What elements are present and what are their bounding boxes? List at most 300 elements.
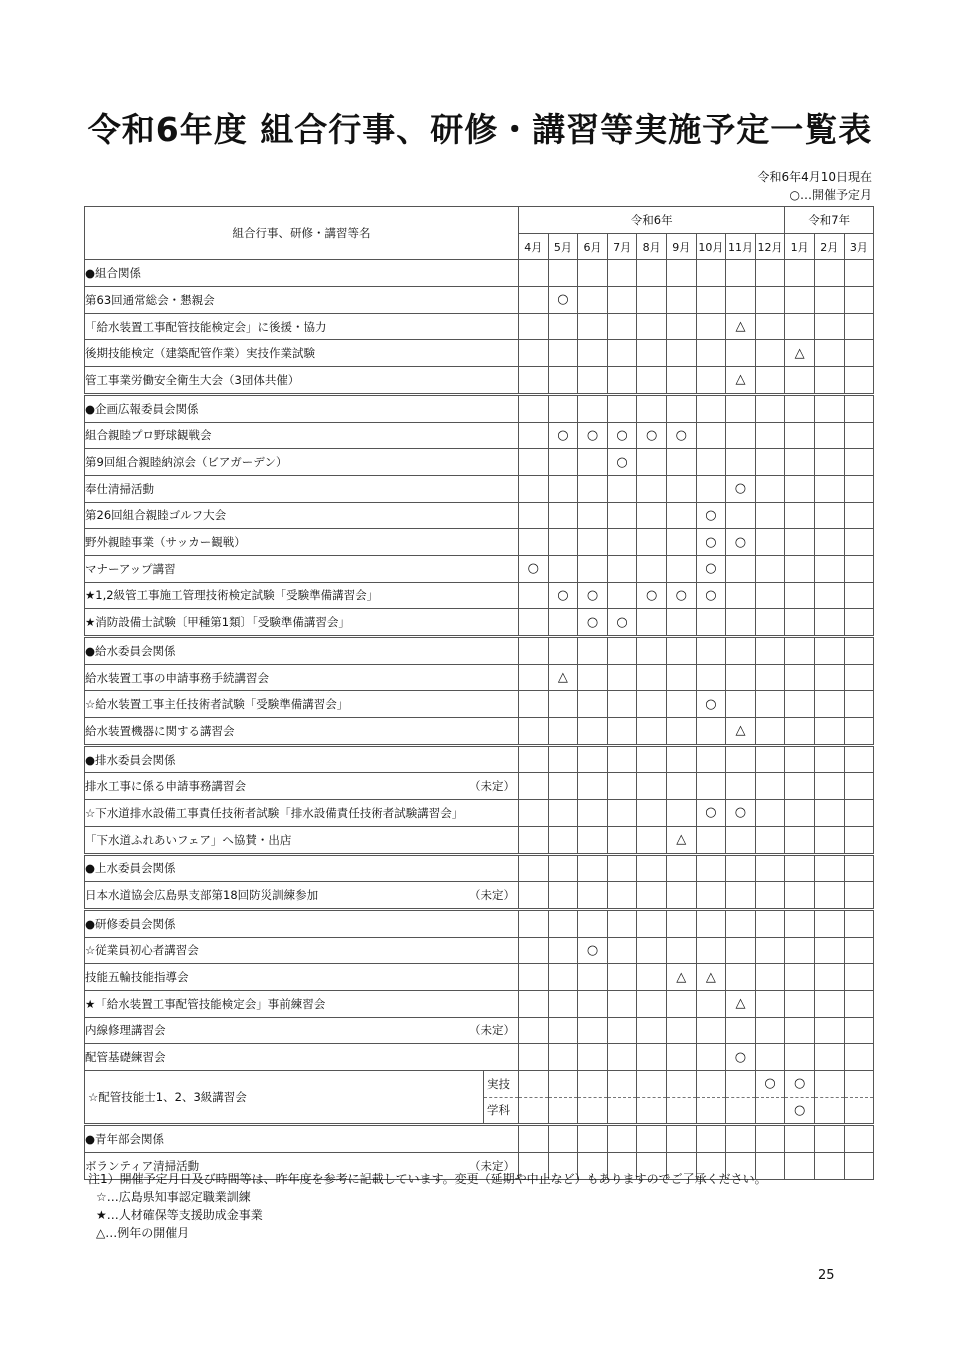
month-cell	[666, 449, 696, 476]
month-cell	[607, 1017, 637, 1044]
table-row	[85, 340, 874, 367]
month-cell	[755, 964, 785, 991]
event-name-cell	[85, 1017, 519, 1044]
month-cell	[696, 287, 726, 314]
table-row	[85, 287, 874, 314]
month-cell	[785, 854, 815, 882]
month-cell	[755, 449, 785, 476]
month-cell	[696, 1044, 726, 1071]
month-cell	[726, 745, 756, 773]
month-cell	[637, 1017, 667, 1044]
table-row	[85, 609, 874, 637]
footnotes	[88, 1170, 767, 1242]
month-cell	[814, 394, 844, 422]
month-cell	[548, 529, 578, 556]
month-cell: △	[696, 964, 726, 991]
event-name-cell	[85, 287, 519, 314]
month-cell	[637, 313, 667, 340]
month-cell	[578, 800, 608, 827]
event-name-cell	[85, 529, 519, 556]
table-row	[85, 1017, 874, 1044]
month-cell	[607, 1125, 637, 1153]
month-cell	[844, 502, 874, 529]
month-cell	[666, 475, 696, 502]
month-cell	[666, 340, 696, 367]
month-cell	[696, 773, 726, 800]
month-cell	[548, 313, 578, 340]
schedule-table	[84, 206, 874, 1180]
month-cell	[637, 990, 667, 1017]
month-cell	[519, 1044, 549, 1071]
month-cell	[726, 287, 756, 314]
month-cell	[726, 637, 756, 665]
month-cell	[726, 555, 756, 582]
month-cell	[637, 529, 667, 556]
schedule-body	[85, 260, 874, 1179]
month-cell	[519, 287, 549, 314]
month-cell: ○	[578, 582, 608, 609]
event-name: 配管基礎練習会	[85, 1050, 166, 1065]
as-of-date: 令和6年4月10日現在	[757, 170, 872, 184]
month-cell	[844, 1044, 874, 1071]
event-name: 第26回組合親睦ゴルフ大会	[85, 508, 227, 523]
event-name: 給水装置工事の申請事務手続講習会	[85, 670, 269, 685]
event-name-cell	[85, 502, 519, 529]
month-cell: ○	[696, 582, 726, 609]
month-cell: ○	[548, 287, 578, 314]
month-cell	[814, 1017, 844, 1044]
month-cell	[785, 664, 815, 691]
month-cell	[814, 691, 844, 718]
month-cell	[844, 582, 874, 609]
month-cell	[637, 854, 667, 882]
month-cell	[666, 394, 696, 422]
event-name-cell	[85, 882, 519, 910]
month-cell: △	[548, 664, 578, 691]
month-cell	[814, 964, 844, 991]
month-cell	[637, 800, 667, 827]
month-cell	[755, 937, 785, 964]
month-cell: ○	[578, 609, 608, 637]
month-cell	[696, 449, 726, 476]
month-cell	[726, 502, 756, 529]
table-row	[85, 990, 874, 1017]
month-cell	[519, 990, 549, 1017]
month-cell	[548, 394, 578, 422]
month-cell	[637, 882, 667, 910]
month-cell	[548, 990, 578, 1017]
month-cell	[785, 800, 815, 827]
month-cell: ○	[607, 449, 637, 476]
month-cell	[785, 449, 815, 476]
category-row	[85, 854, 874, 882]
month-cell	[785, 502, 815, 529]
month-cell	[519, 475, 549, 502]
month-cell	[696, 367, 726, 395]
page-number: 25	[818, 1268, 835, 1283]
month-cell	[548, 449, 578, 476]
month-cell	[666, 260, 696, 287]
month-cell	[607, 745, 637, 773]
month-cell	[578, 1125, 608, 1153]
month-cell	[519, 718, 549, 746]
month-cell	[726, 422, 756, 449]
month-cell	[755, 582, 785, 609]
event-name: ☆配管技能士1、2、3級講習会	[88, 1090, 247, 1105]
table-row	[85, 1044, 874, 1071]
month-cell	[785, 555, 815, 582]
month-cell	[637, 937, 667, 964]
month-cell	[844, 287, 874, 314]
month-cell	[755, 394, 785, 422]
month-cell	[814, 475, 844, 502]
month-cell	[755, 555, 785, 582]
header-year-r7: 令和7年	[785, 207, 874, 234]
event-name-cell	[85, 449, 519, 476]
month-cell	[755, 1125, 785, 1153]
month-cell	[814, 664, 844, 691]
month-cell	[844, 826, 874, 854]
month-cell	[519, 422, 549, 449]
month-cell	[785, 691, 815, 718]
month-cell	[607, 502, 637, 529]
month-cell	[548, 909, 578, 937]
month-cell	[578, 745, 608, 773]
month-cell	[726, 854, 756, 882]
month-cell	[696, 1071, 726, 1098]
month-cell	[548, 854, 578, 882]
month-cell	[637, 1125, 667, 1153]
category-label: ●給水委員会関係	[85, 637, 519, 665]
month-cell	[844, 773, 874, 800]
month-cell: ○	[666, 422, 696, 449]
month-header: 6月	[578, 233, 608, 260]
month-cell	[814, 826, 844, 854]
month-cell: △	[726, 367, 756, 395]
sub-label-theory: 学科	[487, 1103, 510, 1118]
month-cell	[548, 691, 578, 718]
month-cell	[785, 882, 815, 910]
month-cell	[755, 664, 785, 691]
month-cell	[844, 745, 874, 773]
category-label: ●排水委員会関係	[85, 745, 519, 773]
month-cell	[578, 367, 608, 395]
month-cell	[666, 313, 696, 340]
month-cell: ○	[548, 422, 578, 449]
category-row	[85, 260, 874, 287]
month-cell	[696, 882, 726, 910]
month-cell	[844, 882, 874, 910]
month-cell	[696, 745, 726, 773]
month-cell	[548, 745, 578, 773]
month-cell	[844, 313, 874, 340]
month-cell	[844, 555, 874, 582]
month-cell	[726, 1125, 756, 1153]
month-cell	[548, 1071, 578, 1098]
month-cell	[696, 422, 726, 449]
month-cell: ○	[607, 422, 637, 449]
event-name-cell	[85, 964, 519, 991]
month-cell	[785, 313, 815, 340]
month-cell	[696, 1017, 726, 1044]
month-cell	[607, 394, 637, 422]
month-cell	[637, 1071, 667, 1098]
event-name: ★消防設備士試験〔甲種第1類〕「受験準備講習会」	[85, 615, 350, 630]
table-row	[85, 582, 874, 609]
month-cell	[785, 422, 815, 449]
month-cell	[814, 773, 844, 800]
month-cell: ○	[785, 1097, 815, 1125]
event-name: ★1,2級管工事施工管理技術検定試験「受験準備講習会」	[85, 588, 379, 603]
month-cell	[666, 1125, 696, 1153]
month-cell	[785, 367, 815, 395]
month-cell	[519, 609, 549, 637]
month-cell: ○	[696, 555, 726, 582]
month-cell	[696, 394, 726, 422]
month-cell	[666, 990, 696, 1017]
month-cell	[578, 1071, 608, 1098]
month-cell	[607, 882, 637, 910]
month-cell	[755, 826, 785, 854]
month-cell	[755, 340, 785, 367]
event-name-cell	[85, 367, 519, 395]
event-name-cell	[85, 1071, 519, 1125]
month-cell: △	[726, 718, 756, 746]
month-cell	[666, 637, 696, 665]
legend-circle: ○…開催予定月	[789, 188, 872, 202]
month-cell	[578, 449, 608, 476]
month-cell	[519, 909, 549, 937]
month-cell: ○	[578, 937, 608, 964]
month-cell: △	[726, 990, 756, 1017]
month-cell	[666, 745, 696, 773]
month-cell	[519, 937, 549, 964]
month-cell	[637, 1097, 667, 1125]
month-cell	[578, 475, 608, 502]
month-cell	[785, 773, 815, 800]
undecided-note: （未定）	[469, 1023, 515, 1038]
month-cell: ○	[519, 555, 549, 582]
event-name: 給水装置機器に関する講習会	[85, 723, 235, 738]
month-header: 7月	[607, 233, 637, 260]
month-cell	[785, 637, 815, 665]
month-cell	[726, 449, 756, 476]
month-cell	[578, 1017, 608, 1044]
month-cell	[814, 1097, 844, 1125]
month-cell: ○	[755, 1071, 785, 1098]
month-cell	[666, 882, 696, 910]
month-cell: △	[726, 313, 756, 340]
month-cell	[519, 691, 549, 718]
month-cell	[755, 1017, 785, 1044]
month-cell	[607, 1071, 637, 1098]
month-cell	[726, 664, 756, 691]
month-cell	[519, 826, 549, 854]
month-cell: ○	[696, 529, 726, 556]
table-row	[85, 964, 874, 991]
month-cell	[519, 773, 549, 800]
month-cell	[607, 637, 637, 665]
month-cell	[844, 854, 874, 882]
month-cell	[696, 340, 726, 367]
month-cell	[814, 582, 844, 609]
month-cell	[696, 909, 726, 937]
month-cell	[519, 882, 549, 910]
event-name: 「下水道ふれあいフェア」へ協賛・出店	[85, 832, 292, 847]
month-cell: ○	[696, 800, 726, 827]
month-cell	[726, 260, 756, 287]
month-cell	[726, 1017, 756, 1044]
month-cell	[844, 691, 874, 718]
month-cell	[578, 637, 608, 665]
month-cell	[607, 964, 637, 991]
month-cell	[548, 1125, 578, 1153]
month-cell	[578, 502, 608, 529]
footnote-star-filled: ★…人材確保等支援助成金事業	[96, 1208, 263, 1222]
month-cell	[519, 313, 549, 340]
month-cell	[844, 609, 874, 637]
month-cell	[844, 664, 874, 691]
month-cell	[755, 990, 785, 1017]
month-cell	[548, 260, 578, 287]
event-name-cell	[85, 773, 519, 800]
month-cell	[637, 367, 667, 395]
month-cell	[578, 1097, 608, 1125]
month-cell	[844, 637, 874, 665]
month-cell	[696, 664, 726, 691]
month-cell	[844, 422, 874, 449]
month-cell	[696, 313, 726, 340]
month-cell	[696, 475, 726, 502]
month-cell	[666, 773, 696, 800]
month-cell	[814, 718, 844, 746]
month-cell	[578, 909, 608, 937]
month-cell	[637, 664, 667, 691]
month-cell	[814, 260, 844, 287]
month-cell	[814, 800, 844, 827]
month-cell	[548, 1097, 578, 1125]
month-cell	[637, 718, 667, 746]
month-cell	[844, 1153, 874, 1180]
event-name: 組合親睦プロ野球観戦会	[85, 428, 212, 443]
month-cell	[519, 800, 549, 827]
month-cell	[666, 1071, 696, 1098]
month-cell	[607, 800, 637, 827]
month-header: 12月	[755, 233, 785, 260]
month-cell	[844, 1017, 874, 1044]
month-cell	[607, 664, 637, 691]
month-cell	[844, 260, 874, 287]
month-cell	[578, 773, 608, 800]
month-cell	[666, 609, 696, 637]
event-name-cell	[85, 340, 519, 367]
month-cell	[578, 1044, 608, 1071]
month-cell	[637, 609, 667, 637]
table-row	[85, 449, 874, 476]
month-cell	[519, 449, 549, 476]
category-row	[85, 637, 874, 665]
month-cell	[696, 260, 726, 287]
month-cell	[578, 287, 608, 314]
month-cell	[548, 1044, 578, 1071]
month-cell	[844, 718, 874, 746]
month-cell	[607, 260, 637, 287]
month-cell	[726, 826, 756, 854]
page-title: 令和6年度 組合行事、研修・講習等実施予定一覧表	[87, 110, 873, 149]
month-cell	[637, 909, 667, 937]
month-cell	[755, 800, 785, 827]
event-name-cell	[85, 313, 519, 340]
month-cell	[637, 964, 667, 991]
event-name: 第63回通常総会・懇親会	[85, 292, 215, 307]
table-row	[85, 773, 874, 800]
month-cell: △	[666, 826, 696, 854]
month-cell	[548, 555, 578, 582]
month-cell	[607, 529, 637, 556]
month-cell	[755, 260, 785, 287]
month-cell	[607, 718, 637, 746]
month-cell: ○	[726, 529, 756, 556]
undecided-note: （未定）	[469, 888, 515, 903]
month-header: 9月	[666, 233, 696, 260]
month-cell	[755, 1044, 785, 1071]
month-cell	[637, 260, 667, 287]
month-header: 2月	[814, 233, 844, 260]
month-cell: ○	[548, 582, 578, 609]
month-cell	[666, 1017, 696, 1044]
month-cell: ○	[726, 475, 756, 502]
month-cell	[666, 691, 696, 718]
month-cell	[637, 475, 667, 502]
month-cell	[637, 637, 667, 665]
month-cell	[666, 718, 696, 746]
month-cell	[814, 1044, 844, 1071]
month-cell	[785, 287, 815, 314]
month-cell	[578, 394, 608, 422]
month-cell: ○	[637, 582, 667, 609]
month-cell: △	[666, 964, 696, 991]
month-header: 4月	[519, 233, 549, 260]
month-cell	[519, 854, 549, 882]
table-row	[85, 475, 874, 502]
month-cell	[548, 475, 578, 502]
month-cell: ○	[666, 582, 696, 609]
event-name-cell	[85, 826, 519, 854]
month-cell	[755, 502, 785, 529]
month-cell	[519, 664, 549, 691]
month-cell: ○	[785, 1071, 815, 1098]
month-cell	[519, 529, 549, 556]
month-cell	[607, 340, 637, 367]
month-cell	[607, 367, 637, 395]
month-cell	[578, 555, 608, 582]
month-cell	[637, 394, 667, 422]
month-cell	[519, 1071, 549, 1098]
month-cell	[548, 826, 578, 854]
table-row	[85, 826, 874, 854]
event-name: ★「給水装置工事配管技能検定会」事前練習会	[85, 996, 326, 1011]
month-cell	[814, 340, 844, 367]
month-cell	[607, 854, 637, 882]
event-name-cell	[85, 1044, 519, 1071]
month-cell	[696, 1125, 726, 1153]
undecided-note: （未定）	[469, 779, 515, 794]
month-cell: ○	[578, 422, 608, 449]
month-cell	[755, 718, 785, 746]
month-cell	[519, 502, 549, 529]
category-label: ●組合関係	[85, 260, 519, 287]
month-cell	[785, 394, 815, 422]
